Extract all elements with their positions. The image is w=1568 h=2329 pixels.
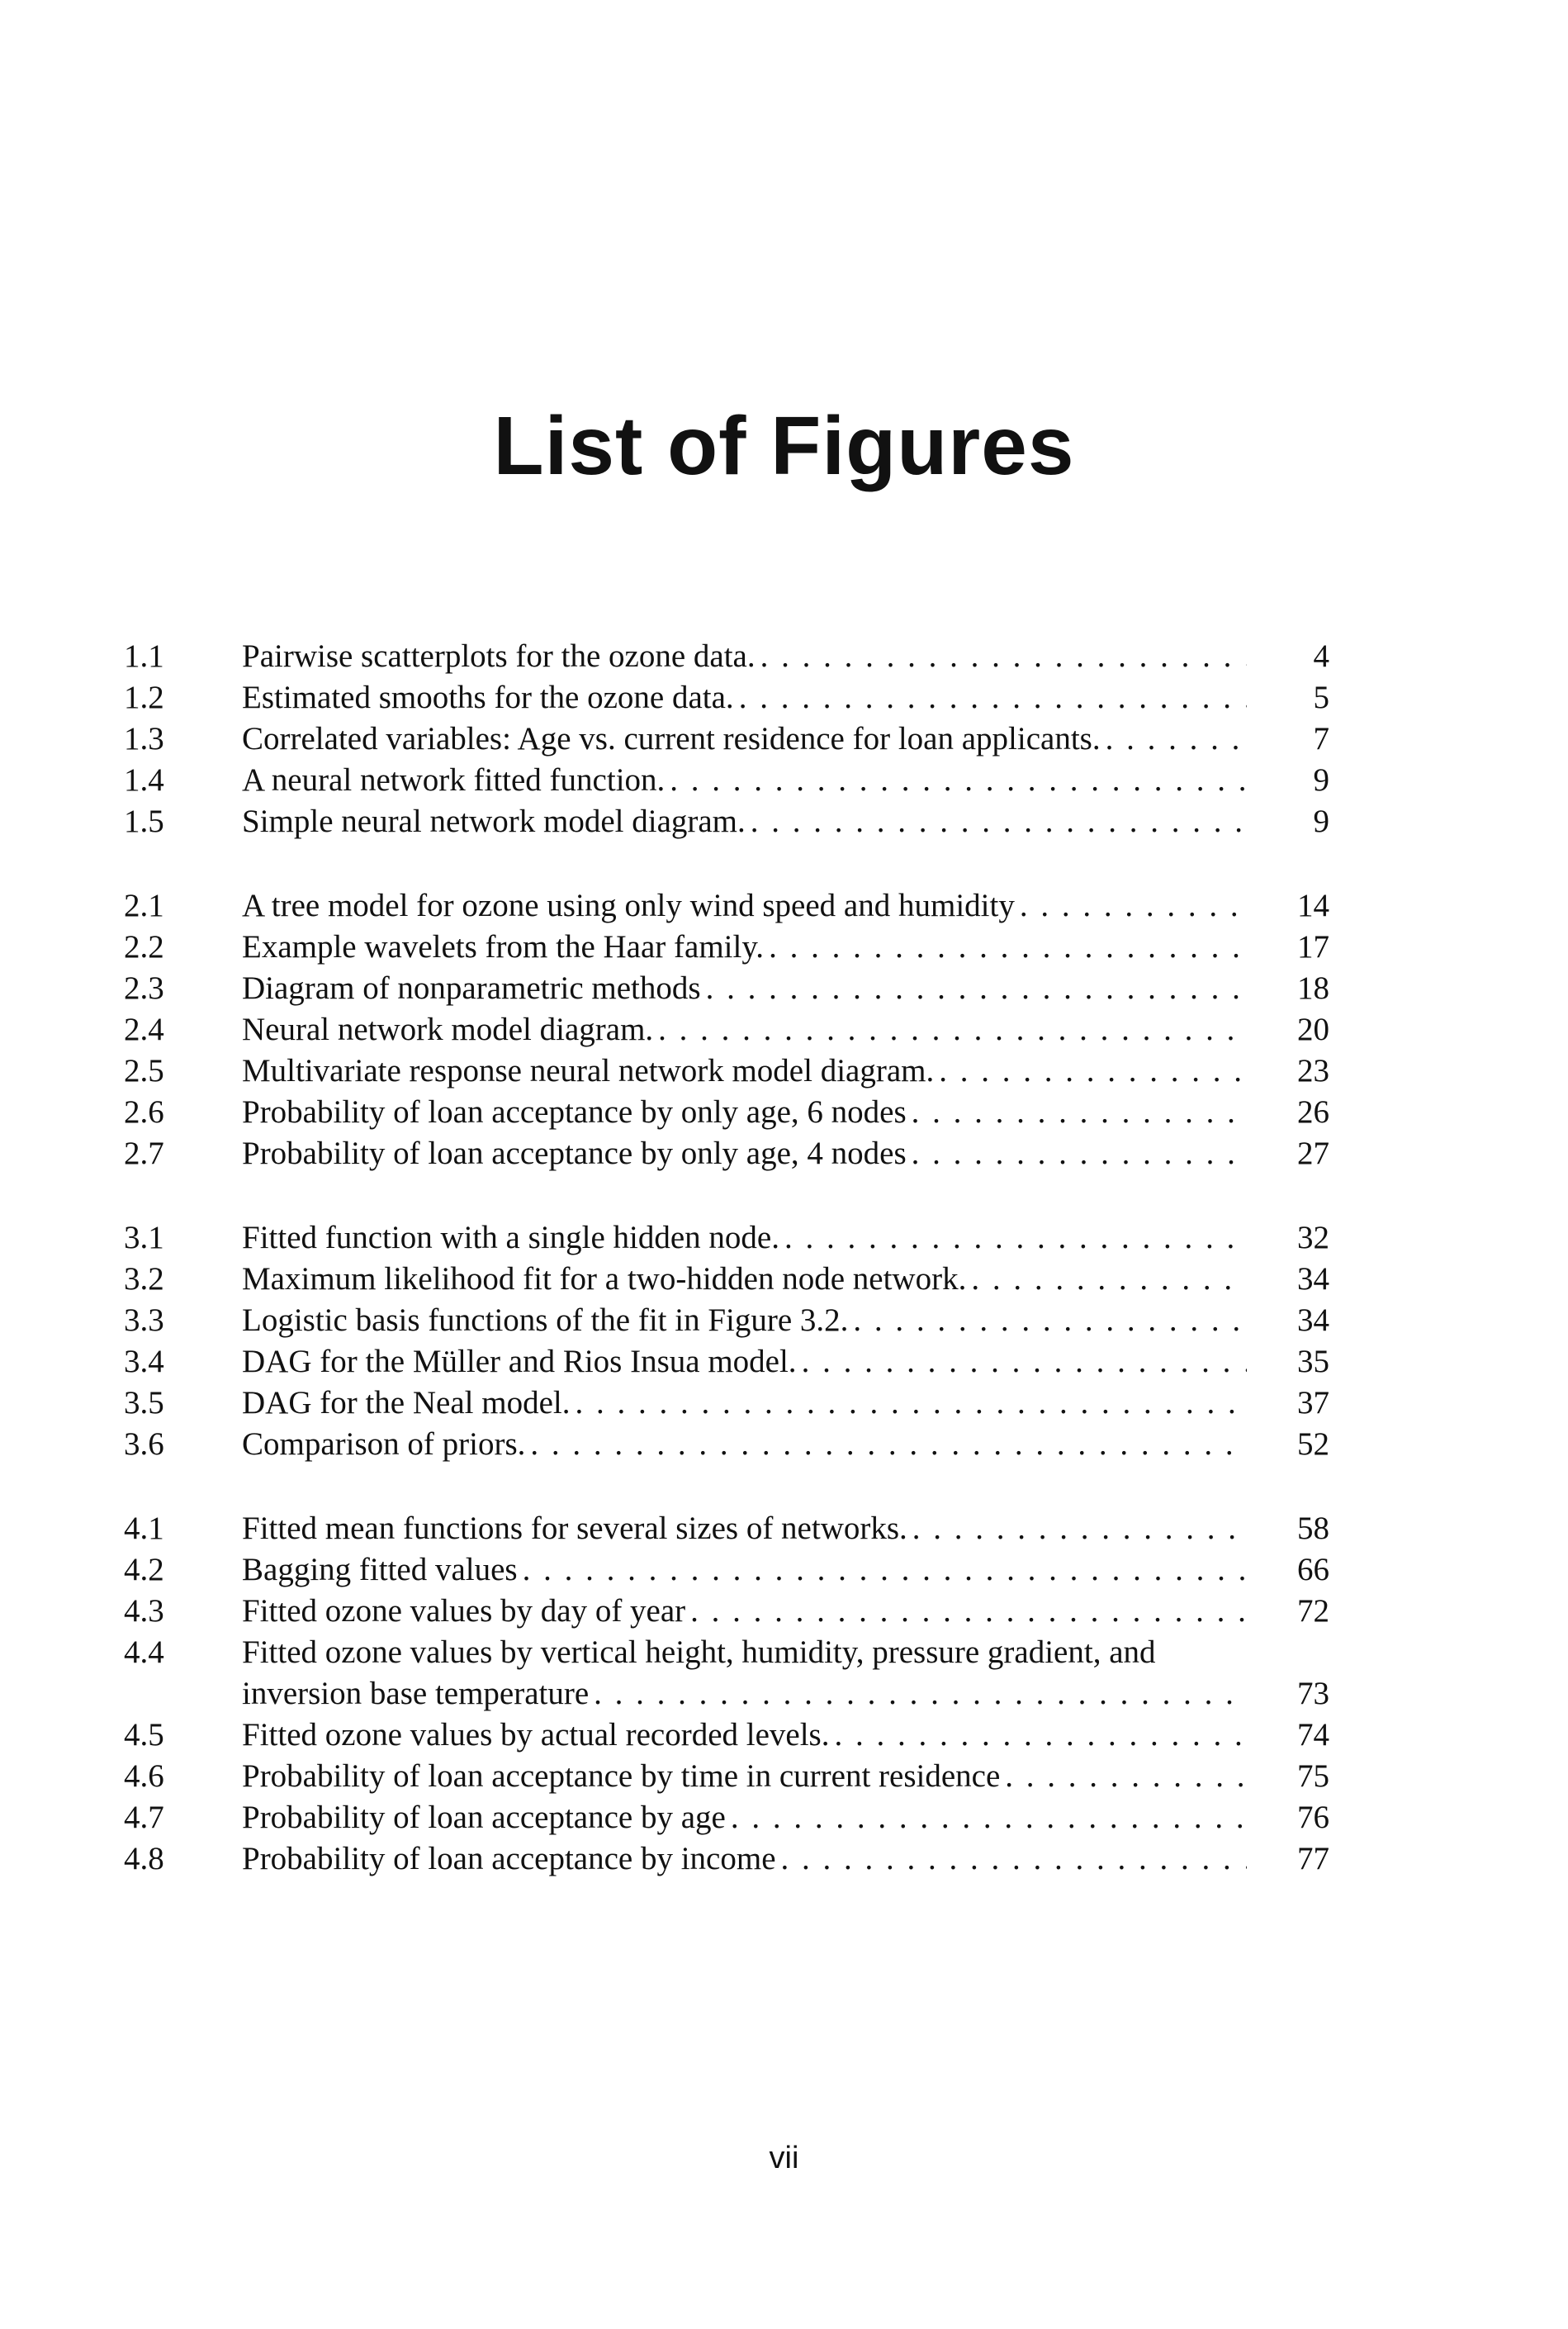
figure-caption-line <box>242 1715 1258 1756</box>
figure-caption: Bagging fitted values <box>242 1552 518 1587</box>
figure-caption-block <box>242 1009 1329 1051</box>
figure-entry[interactable] <box>124 1591 1329 1632</box>
dot-leader <box>690 1591 1247 1632</box>
figure-caption-block <box>242 1300 1329 1341</box>
figure-entry[interactable] <box>124 1508 1329 1549</box>
dot-leader <box>1106 719 1247 760</box>
dot-leader <box>834 1715 1247 1756</box>
figure-page-number: 27 <box>1297 1136 1329 1171</box>
dot-leader <box>670 760 1247 801</box>
figure-caption-block <box>242 1424 1329 1465</box>
figure-caption-line <box>242 636 1258 677</box>
figure-page-number: 14 <box>1297 888 1329 923</box>
figure-page-number: 9 <box>1313 804 1329 839</box>
figure-caption-line <box>242 1217 1258 1259</box>
dot-leader <box>1005 1756 1247 1797</box>
figure-number: 4.2 <box>124 1552 164 1587</box>
figure-caption-block <box>242 1217 1329 1259</box>
figure-page-number: 72 <box>1297 1593 1329 1629</box>
figure-caption-line <box>242 719 1258 760</box>
figure-caption-line <box>242 1009 1258 1051</box>
figure-caption-line <box>242 1838 1258 1880</box>
figure-caption: Probability of loan acceptance by income <box>242 1841 776 1876</box>
figure-number: 3.4 <box>124 1344 164 1379</box>
figure-caption-line <box>242 1341 1258 1383</box>
dot-leader <box>658 1009 1247 1051</box>
figure-caption-block <box>242 968 1329 1009</box>
figure-number: 4.7 <box>124 1800 164 1835</box>
figure-entry[interactable] <box>124 1092 1329 1133</box>
figure-number: 3.3 <box>124 1302 164 1338</box>
dot-leader <box>751 801 1247 842</box>
figure-page-number: 34 <box>1297 1261 1329 1297</box>
figure-entry[interactable] <box>124 760 1329 801</box>
figure-caption-line <box>242 1424 1258 1465</box>
figure-caption-line <box>242 1300 1258 1341</box>
figure-caption: Pairwise scatterplots for the ozone data. <box>242 638 756 674</box>
figure-list <box>124 636 1329 1923</box>
figure-page-number: 7 <box>1313 721 1329 757</box>
figure-number: 2.2 <box>124 929 164 965</box>
figure-number: 1.3 <box>124 721 164 757</box>
figure-number: 2.4 <box>124 1012 164 1047</box>
figure-caption-line <box>242 1259 1258 1300</box>
figure-group <box>124 636 1329 842</box>
figure-page-number: 74 <box>1297 1717 1329 1753</box>
figure-caption: Neural network model diagram. <box>242 1012 654 1047</box>
figure-number: 4.5 <box>124 1717 164 1753</box>
figure-caption: Correlated variables: Age vs. current residence for loan applicants. <box>242 721 1101 757</box>
figure-caption-line <box>242 1673 1258 1715</box>
figure-entry[interactable] <box>124 677 1329 719</box>
figure-number: 1.2 <box>124 680 164 715</box>
dot-leader <box>912 1508 1247 1549</box>
figure-page-number: 73 <box>1297 1676 1329 1711</box>
page-title: List of Figures <box>493 400 1075 492</box>
figure-entry[interactable] <box>124 1632 1329 1715</box>
figure-page-number: 34 <box>1297 1302 1329 1338</box>
dot-leader <box>939 1051 1247 1092</box>
figure-caption: DAG for the Neal model. <box>242 1385 571 1421</box>
figure-caption-block <box>242 927 1329 968</box>
figure-page-number: 26 <box>1297 1094 1329 1130</box>
figure-entry[interactable] <box>124 1383 1329 1424</box>
figure-caption: Example wavelets from the Haar family. <box>242 929 765 965</box>
figure-caption: Fitted ozone values by actual recorded levels. <box>242 1717 830 1753</box>
figure-caption: A tree model for ozone using only wind speed and humidity <box>242 888 1015 923</box>
figure-caption: Probability of loan acceptance by only age, 6 nodes <box>242 1094 907 1130</box>
figure-entry[interactable] <box>124 636 1329 677</box>
figure-entry[interactable] <box>124 1051 1329 1092</box>
figure-page-number: 35 <box>1297 1344 1329 1379</box>
figure-page-number: 23 <box>1297 1053 1329 1089</box>
figure-caption: Fitted ozone values by day of year <box>242 1593 686 1629</box>
dot-leader <box>594 1673 1247 1715</box>
figure-entry[interactable] <box>124 1838 1329 1880</box>
figure-caption-line <box>242 760 1258 801</box>
dot-leader <box>523 1549 1247 1591</box>
dot-leader <box>802 1341 1247 1383</box>
figure-caption-block <box>242 1508 1329 1549</box>
dot-leader <box>706 968 1247 1009</box>
figure-group <box>124 1217 1329 1465</box>
figure-number: 3.5 <box>124 1385 164 1421</box>
figure-caption-block <box>242 719 1329 760</box>
figure-caption-block <box>242 1383 1329 1424</box>
dot-leader <box>912 1092 1247 1133</box>
figure-page-number: 18 <box>1297 970 1329 1006</box>
dot-leader <box>739 677 1247 719</box>
dot-leader <box>781 1838 1247 1880</box>
figure-number: 1.4 <box>124 762 164 798</box>
figure-caption-line <box>242 1133 1258 1174</box>
dot-leader <box>769 927 1247 968</box>
figure-caption-block <box>242 1756 1329 1797</box>
figure-number: 4.1 <box>124 1511 164 1546</box>
figure-page-number: 66 <box>1297 1552 1329 1587</box>
figure-caption-block <box>242 677 1329 719</box>
figure-number: 4.6 <box>124 1758 164 1794</box>
figure-page-number: 76 <box>1297 1800 1329 1835</box>
figure-number: 2.6 <box>124 1094 164 1130</box>
figure-page-number: 20 <box>1297 1012 1329 1047</box>
figure-caption-line <box>242 968 1258 1009</box>
page-folio: vii <box>769 2141 799 2175</box>
figure-caption-block <box>242 1341 1329 1383</box>
figure-caption: Simple neural network model diagram. <box>242 804 746 839</box>
figure-number: 3.6 <box>124 1426 164 1462</box>
dot-leader <box>530 1424 1247 1465</box>
figure-caption-line <box>242 1092 1258 1133</box>
figure-caption-block <box>242 1259 1329 1300</box>
figure-entry[interactable] <box>124 1549 1329 1591</box>
figure-page-number: 75 <box>1297 1758 1329 1794</box>
figure-number: 2.3 <box>124 970 164 1006</box>
figure-caption-line <box>242 1508 1258 1549</box>
figure-page-number: 32 <box>1297 1220 1329 1255</box>
figure-page-number: 58 <box>1297 1511 1329 1546</box>
figure-entry[interactable] <box>124 1217 1329 1259</box>
figure-entry[interactable] <box>124 1300 1329 1341</box>
figure-caption: Multivariate response neural network model diagram. <box>242 1053 935 1089</box>
figure-caption-block <box>242 801 1329 842</box>
figure-caption: Diagram of nonparametric methods <box>242 970 701 1006</box>
figure-entry[interactable] <box>124 1133 1329 1174</box>
figure-caption: Fitted function with a single hidden node. <box>242 1220 779 1255</box>
figure-caption: Probability of loan acceptance by age <box>242 1800 726 1835</box>
figure-number: 3.1 <box>124 1220 164 1255</box>
figure-number: 4.3 <box>124 1593 164 1629</box>
figure-caption: DAG for the Müller and Rios Insua model. <box>242 1344 797 1379</box>
figure-caption: Logistic basis functions of the fit in Figure 3.2. <box>242 1302 849 1338</box>
figure-entry[interactable] <box>124 885 1329 927</box>
figure-caption-block <box>242 1632 1329 1715</box>
figure-number: 1.5 <box>124 804 164 839</box>
figure-caption-line <box>242 1797 1258 1838</box>
figure-entry[interactable] <box>124 1797 1329 1838</box>
figure-number: 2.5 <box>124 1053 164 1089</box>
figure-number: 3.2 <box>124 1261 164 1297</box>
figure-caption-block <box>242 1549 1329 1591</box>
figure-caption: inversion base temperature <box>242 1676 590 1711</box>
figure-entry[interactable] <box>124 719 1329 760</box>
figure-entry[interactable] <box>124 1756 1329 1797</box>
figure-caption: Fitted mean functions for several sizes of networks. <box>242 1511 907 1546</box>
dot-leader <box>760 636 1247 677</box>
figure-caption: Comparison of priors. <box>242 1426 526 1462</box>
dot-leader <box>731 1797 1247 1838</box>
figure-caption-block <box>242 885 1329 927</box>
figure-page-number: 17 <box>1297 929 1329 965</box>
figure-caption-block <box>242 760 1329 801</box>
figure-caption: Probability of loan acceptance by only age, 4 nodes <box>242 1136 907 1171</box>
dot-leader <box>575 1383 1247 1424</box>
figure-caption-block <box>242 1133 1329 1174</box>
figure-caption-block <box>242 1715 1329 1756</box>
dot-leader <box>784 1217 1247 1259</box>
figure-caption-block <box>242 1092 1329 1133</box>
dot-leader <box>853 1300 1247 1341</box>
dot-leader <box>1020 885 1247 927</box>
figure-page-number: 37 <box>1297 1385 1329 1421</box>
figure-entry[interactable] <box>124 1259 1329 1300</box>
figure-number: 1.1 <box>124 638 164 674</box>
figure-page-number: 4 <box>1313 638 1329 674</box>
figure-page-number: 9 <box>1313 762 1329 798</box>
figure-entry[interactable] <box>124 1715 1329 1756</box>
figure-page-number: 52 <box>1297 1426 1329 1462</box>
figure-caption-line <box>242 927 1258 968</box>
figure-number: 4.8 <box>124 1841 164 1876</box>
figure-caption-block <box>242 1051 1329 1092</box>
figure-page-number: 77 <box>1297 1841 1329 1876</box>
figure-caption: A neural network fitted function. <box>242 762 666 798</box>
figure-caption-first-line: Fitted ozone values by vertical height, humidity, pressure gradient, and <box>242 1634 1156 1670</box>
figure-group <box>124 1508 1329 1880</box>
figure-caption-block <box>242 1797 1329 1838</box>
figure-caption-line <box>242 1051 1258 1092</box>
figure-caption-line <box>242 1383 1258 1424</box>
figure-caption-block <box>242 1591 1329 1632</box>
figure-number: 2.1 <box>124 888 164 923</box>
figure-entry[interactable] <box>124 968 1329 1009</box>
figure-caption: Probability of loan acceptance by time in current residence <box>242 1758 1001 1794</box>
figure-entry[interactable] <box>124 1424 1329 1465</box>
figure-caption-block <box>242 1838 1329 1880</box>
figure-caption-line <box>242 885 1258 927</box>
figure-number: 2.7 <box>124 1136 164 1171</box>
figure-entry[interactable] <box>124 801 1329 842</box>
figure-caption-line <box>242 1549 1258 1591</box>
figure-entry[interactable] <box>124 1341 1329 1383</box>
figure-caption-block <box>242 636 1329 677</box>
dot-leader <box>971 1259 1247 1300</box>
figure-entry[interactable] <box>124 1009 1329 1051</box>
figure-caption-line <box>242 1591 1258 1632</box>
figure-caption: Maximum likelihood fit for a two-hidden node network. <box>242 1261 967 1297</box>
dot-leader <box>912 1133 1247 1174</box>
figure-number: 4.4 <box>124 1634 164 1670</box>
figure-caption-line <box>242 801 1258 842</box>
figure-group <box>124 885 1329 1174</box>
figure-page-number: 5 <box>1313 680 1329 715</box>
figure-entry[interactable] <box>124 927 1329 968</box>
figure-caption-line <box>242 1756 1258 1797</box>
figure-caption: Estimated smooths for the ozone data. <box>242 680 734 715</box>
figure-caption-line <box>242 677 1258 719</box>
